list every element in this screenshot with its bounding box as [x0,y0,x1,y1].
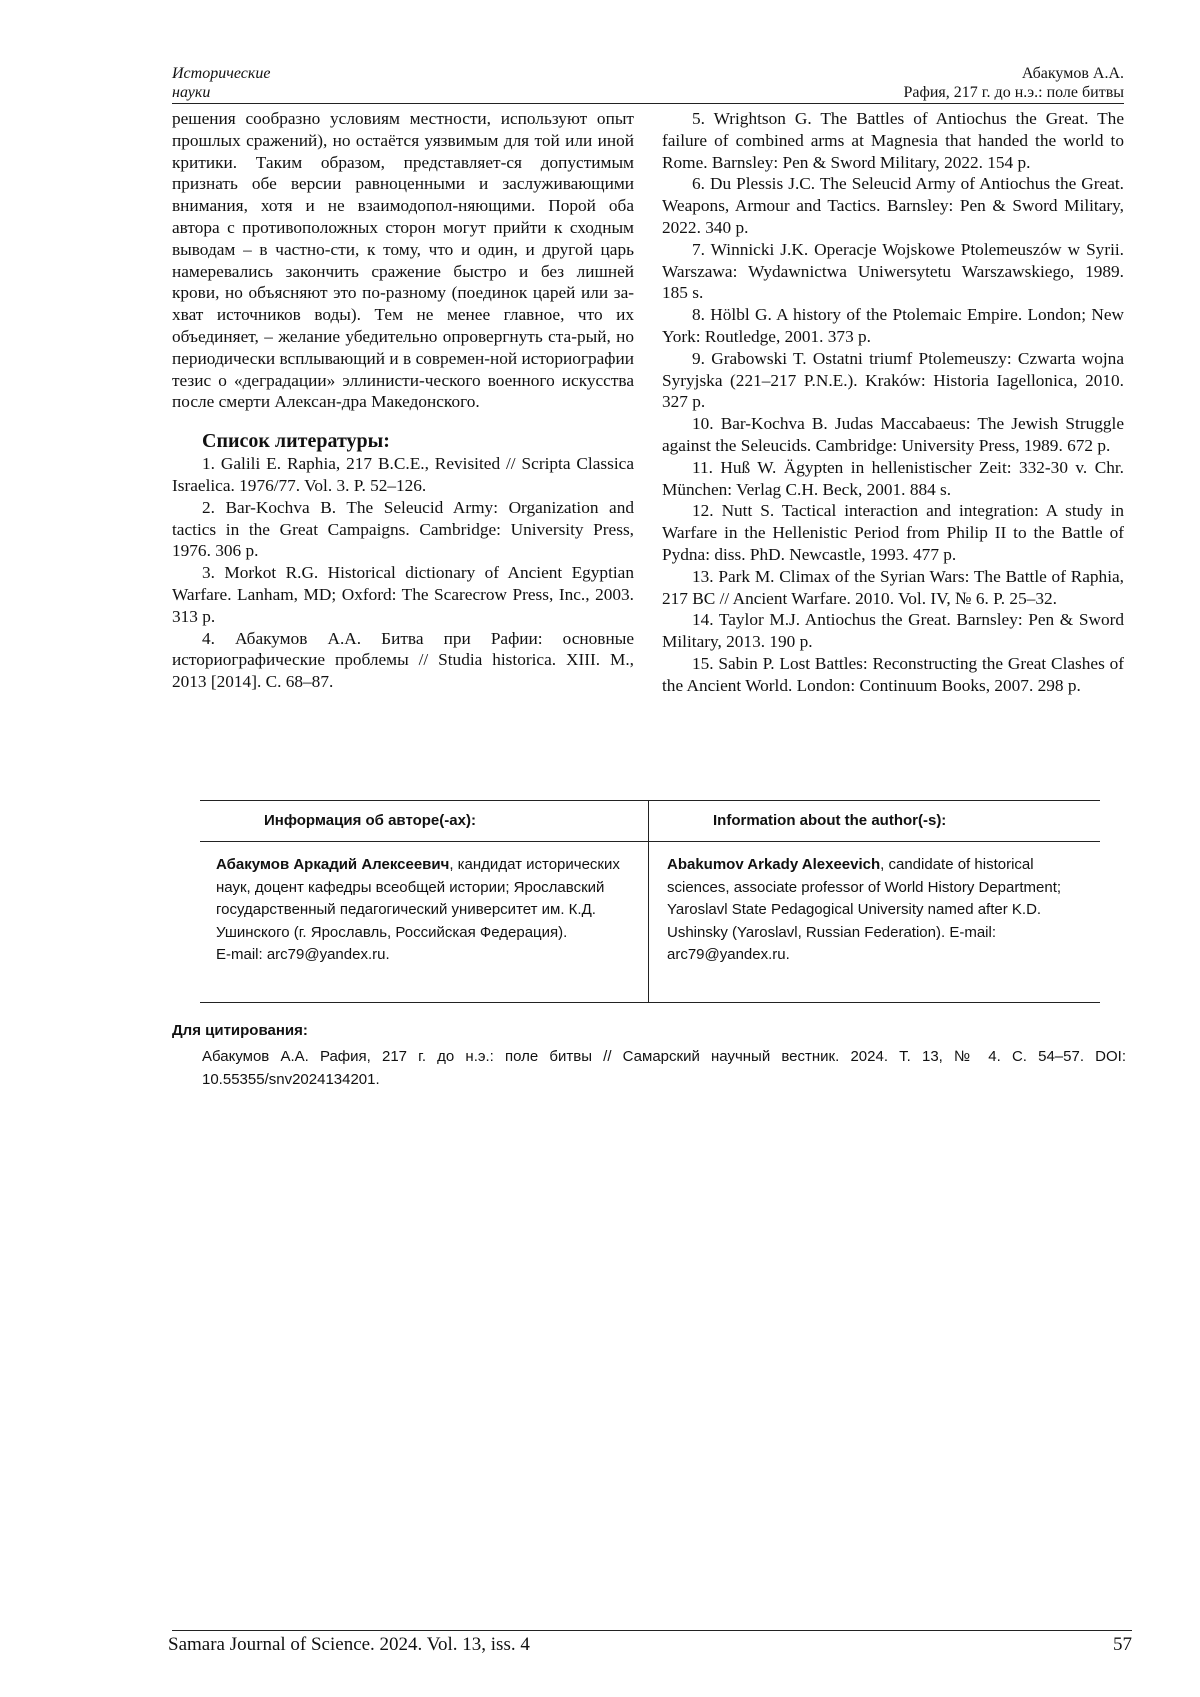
reference-item: 13. Park M. Climax of the Syrian Wars: The Battle of Raphia, 217 BC // Ancient Warfare. 2010. Vol. IV, № 6. P. 25–32. [662,566,1124,610]
reference-item: 10. Bar-Kochva B. Judas Maccabaeus: The Jewish Struggle against the Seleucids. Cambridge: University Press, 1989. 672 p. [662,413,1124,457]
reference-item: 4. Абакумов А.А. Битва при Рафии: основные историографические проблемы // Studia historica. XIII. М., 2013 [2014]. С. 68–87. [172,628,634,693]
author-info-ru [200,842,649,1002]
author-info-heading-en: Information about the author(-s): [649,801,1098,841]
reference-item: 12. Nutt S. Tactical interaction and integration: A study in Warfare in the Hellenistic Period from Philip II to the Battle of Pydna: diss. PhD. Newcastle, 1993. 477 p. [662,500,1124,565]
running-head-title: Рафия, 217 г. до н.э.: поле битвы [724,83,1124,102]
author-details-ru: , кандидат исторических наук, доцент кафедры всеобщей истории; Ярославский государственный педагогический университет им. К.Д. Ушинского (г. Ярославль, Российская Федерация). [216,856,620,941]
author-info-heading-ru: Информация об авторе(-ах): [200,801,649,841]
reference-item: 15. Sabin P. Lost Battles: Reconstructing the Great Clashes of the Ancient World. London: Continuum Books, 2007. 298 p. [662,653,1124,697]
section-line-1: Исторические [172,64,332,83]
reference-item: 9. Grabowski T. Ostatni triumf Ptolemeuszy: Czwarta wojna Syryjska (221–217 P.N.E.). Kraków: Historia Iagellonica, 2010. 327 p. [662,348,1124,413]
author-info-table [200,800,1100,1003]
running-head-article [724,64,1124,102]
section-line-2: науки [172,83,332,102]
reference-item: 11. Huß W. Ägypten in hellenistischer Zeit: 332-30 v. Chr. München: Verlag C.H. Beck, 2001. 884 s. [662,457,1124,501]
header-rule [172,103,1124,104]
references-title: Список литературы: [202,429,634,453]
citation-label: Для цитирования: [172,1022,308,1039]
author-email-ru: E-mail: arc79@yandex.ru. [216,946,390,963]
reference-item: 7. Winnicki J.K. Operacje Wojskowe Ptolemeuszów w Syrii. Warszawa: Wydawnictwa Uniwersytetu Warszawskiego, 1989. 185 s. [662,239,1124,304]
journal-page [0,0,1200,1697]
running-head-section [172,64,332,102]
author-name-en: Abakumov Arkady Alexeevich [667,856,880,873]
reference-item: 6. Du Plessis J.C. The Seleucid Army of Antiochus the Great. Weapons, Armour and Tactics. Barnsley: Pen & Sword Military, 2022. 340 p. [662,173,1124,238]
right-column [662,108,1124,697]
reference-item: 14. Taylor M.J. Antiochus the Great. Barnsley: Pen & Sword Military, 2013. 190 p. [662,609,1124,653]
footer-journal: Samara Journal of Science. 2024. Vol. 13, iss. 4 [168,1634,530,1656]
reference-item: 2. Bar-Kochva B. The Seleucid Army: Organization and tactics in the Great Campaigns. Cambridge: University Press, 1976. 306 p. [172,497,634,562]
reference-item: 3. Morkot R.G. Historical dictionary of Ancient Egyptian Warfare. Lanham, MD; Oxford: The Scarecrow Press, Inc., 2003. 313 p. [172,562,634,627]
author-name-ru: Абакумов Аркадий Алексеевич [216,856,449,873]
body-paragraph: решения сообразно условиям местности, используют опыт прошлых сражений), но остаётся уязвимым для той или иной критики. Таким образом, представляет-ся допустимым признать обе версии равноценными и заслуживающими внимания, хотя и не взаимодопол-няющими. Порой оба автора с противоположных сторон могут прийти к сходным выводам – в частно-сти, к тому, что и один, и другой царь намеревались закончить сражение быстро и без лишней крови, но объясняют это по-разному (поединок царей или за-хват источников воды). Тем не менее главное, что их объединяет, – желание убедительно опровергнуть ста-рый, но периодически всплывающий и в современ-ной историографии тезис о «деградации» эллинисти-ческого военного искусства после смерти Алексан-дра Македонского. [172,108,634,413]
reference-item: 5. Wrightson G. The Battles of Antiochus the Great. The failure of combined arms at Magnesia that handed the world to Rome. Barnsley: Pen & Sword Military, 2022. 154 p. [662,108,1124,173]
left-column [172,108,634,693]
reference-item: 8. Hölbl G. A history of the Ptolemaic Empire. London; New York: Routledge, 2001. 373 p. [662,304,1124,348]
reference-item: 1. Galili E. Raphia, 217 B.C.E., Revisited // Scripta Classica Israelica. 1976/77. Vol. 3. P. 52–126. [172,453,634,497]
footer-rule [172,1630,1132,1631]
author-info-en [649,842,1098,1002]
author-details-en: , candidate of historical sciences, associate professor of World History Department; Yaroslavl State Pedagogical University named after K.D. Ushinsky (Yaroslavl, Russian Federation). E-mail: arc79@yandex.ru. [667,856,1061,963]
running-head-author: Абакумов А.А. [724,64,1124,83]
page-number: 57 [1113,1634,1132,1656]
citation-text: Абакумов А.А. Рафия, 217 г. до н.э.: поле битвы // Самарский научный вестник. 2024. Т. 13, № 4. С. 54–57. DOI: 10.55355/snv2024134201. [202,1046,1126,1091]
